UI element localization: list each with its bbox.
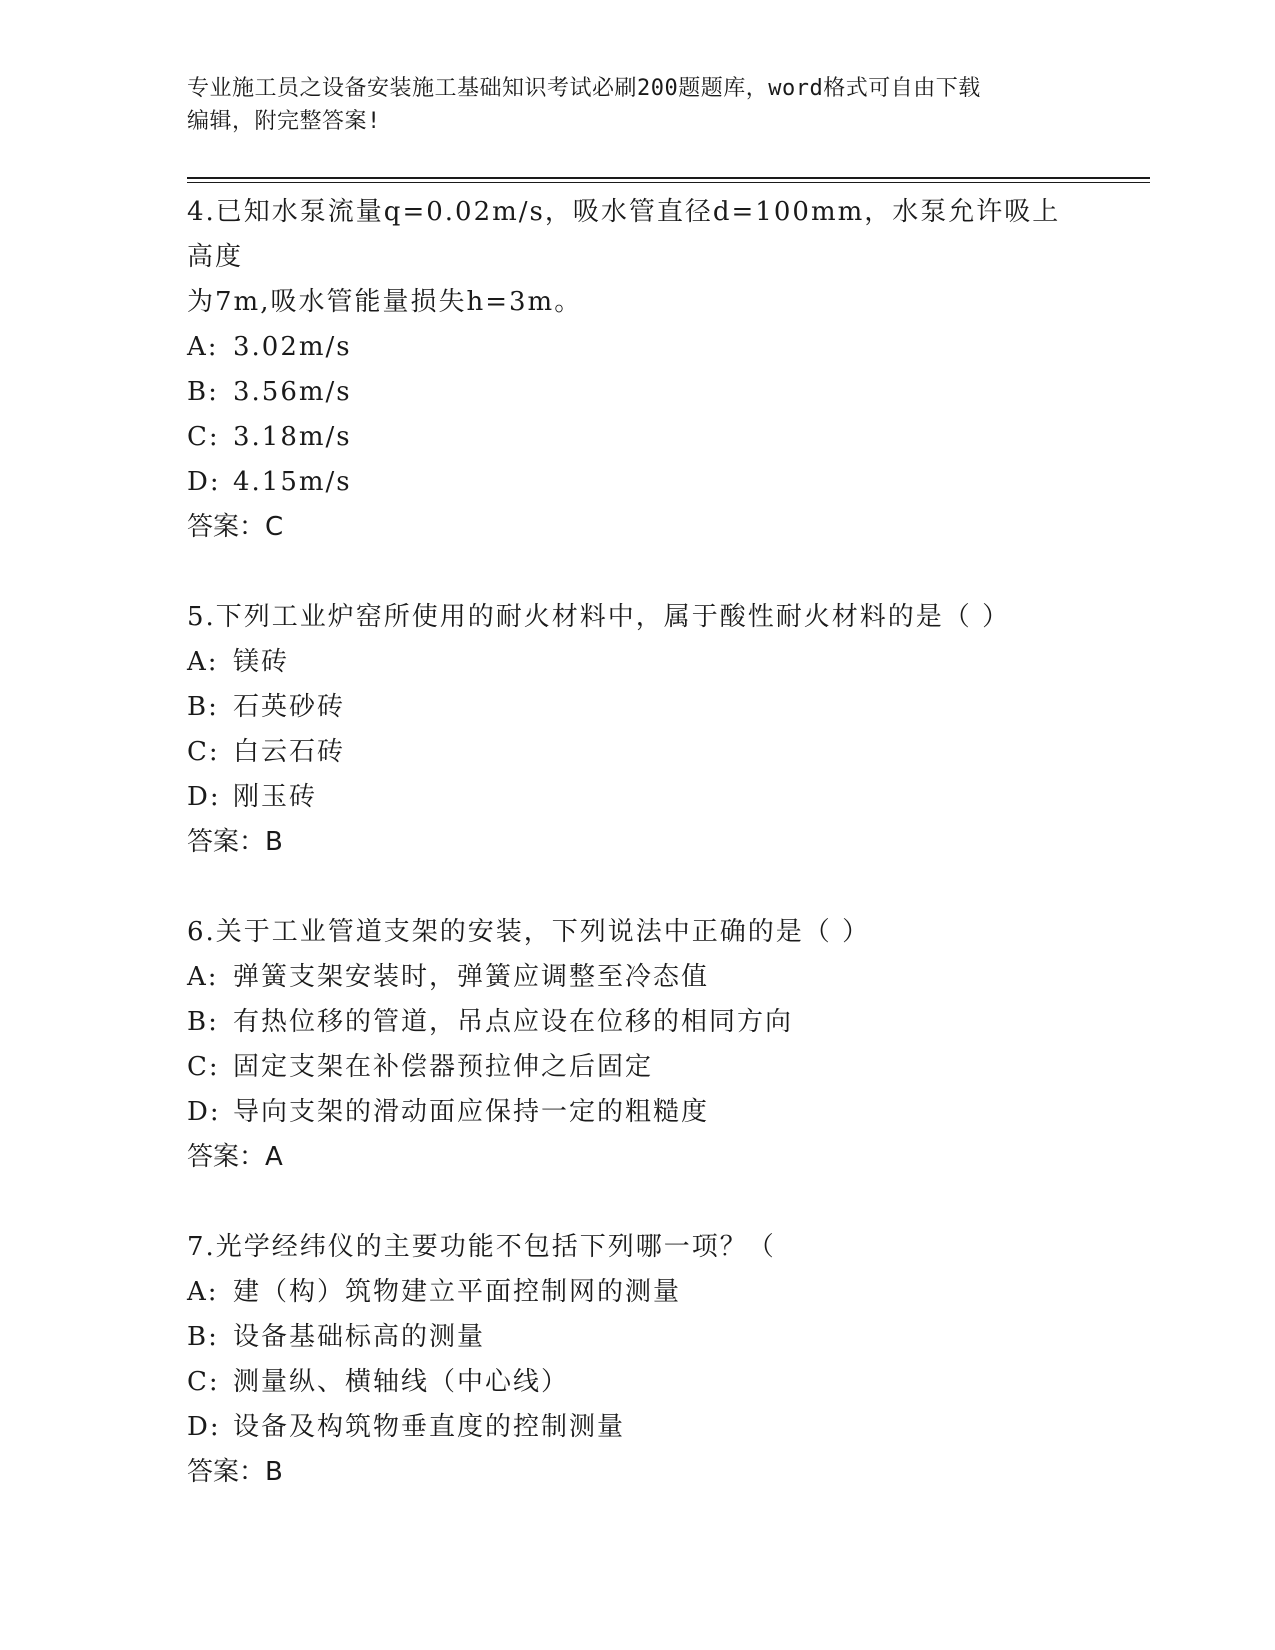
option-text: 测量纵、横轴线（中心线）	[233, 1367, 570, 1397]
option-letter: A:	[187, 647, 219, 677]
option-letter: B:	[187, 692, 219, 722]
option-text: 石英砂砖	[233, 692, 346, 722]
option-a	[187, 955, 1087, 1000]
option-text: 3.18m/s	[233, 422, 352, 452]
option-letter: D:	[187, 1412, 221, 1442]
question-4	[187, 190, 1087, 550]
option-c	[187, 1045, 1087, 1090]
option-letter: A:	[187, 1277, 219, 1307]
option-letter: C:	[187, 737, 220, 767]
header-divider-thick	[187, 177, 1150, 179]
question-list	[187, 190, 1087, 1540]
answer-label: 答案：B	[187, 827, 283, 857]
option-letter: B:	[187, 1322, 219, 1352]
answer-label: 答案：A	[187, 1142, 283, 1172]
question-stem: 7.光学经纬仪的主要功能不包括下列哪一项？（	[187, 1232, 776, 1262]
option-a	[187, 1270, 1087, 1315]
option-b	[187, 1315, 1087, 1360]
option-text: 固定支架在补偿器预拉伸之后固定	[233, 1052, 654, 1082]
option-text: 3.02m/s	[233, 332, 352, 362]
option-text: 3.56m/s	[233, 377, 352, 407]
header-divider-thin	[187, 182, 1150, 183]
option-letter: D:	[187, 467, 221, 497]
option-text: 弹簧支架安装时，弹簧应调整至冷态值	[233, 962, 710, 992]
option-text: 设备及构筑物垂直度的控制测量	[233, 1412, 626, 1442]
option-text: 镁砖	[233, 647, 290, 677]
option-letter: B:	[187, 377, 219, 407]
option-text: 有热位移的管道，吊点应设在位移的相同方向	[233, 1007, 794, 1037]
option-a	[187, 325, 1087, 370]
question-stem: 6.关于工业管道支架的安装，下列说法中正确的是（ ）	[187, 917, 871, 947]
option-a	[187, 640, 1087, 685]
option-b	[187, 370, 1087, 415]
option-letter: C:	[187, 1052, 220, 1082]
question-stem: 5.下列工业炉窑所使用的耐火材料中，属于酸性耐火材料的是（ ）	[187, 602, 1011, 632]
answer-label: 答案：B	[187, 1457, 283, 1487]
option-b	[187, 685, 1087, 730]
question-5	[187, 595, 1087, 865]
option-c	[187, 415, 1087, 460]
document-header	[187, 72, 1067, 138]
question-7	[187, 1225, 1087, 1495]
header-line-2: 编辑，附完整答案!	[187, 109, 381, 134]
option-text: 白云石砖	[233, 737, 346, 767]
option-letter: C:	[187, 422, 220, 452]
header-line-1: 专业施工员之设备安装施工基础知识考试必刷200题题库，word格式可自由下载	[187, 76, 981, 101]
option-letter: D:	[187, 782, 221, 812]
question-stem: 4.已知水泵流量q=0.02m/s，吸水管直径d=100mm，水泵允许吸上高度	[187, 197, 1061, 272]
option-letter: A:	[187, 962, 219, 992]
option-c	[187, 1360, 1087, 1405]
option-text: 4.15m/s	[233, 467, 352, 497]
option-letter: B:	[187, 1007, 219, 1037]
option-text: 刚玉砖	[233, 782, 318, 812]
option-d	[187, 775, 1087, 820]
option-text: 导向支架的滑动面应保持一定的粗糙度	[233, 1097, 710, 1127]
question-6	[187, 910, 1087, 1180]
answer-label: 答案：C	[187, 512, 284, 542]
option-letter: A:	[187, 332, 219, 362]
option-text: 设备基础标高的测量	[233, 1322, 486, 1352]
option-d	[187, 1405, 1087, 1450]
option-letter: C:	[187, 1367, 220, 1397]
option-d	[187, 1090, 1087, 1135]
option-b	[187, 1000, 1087, 1045]
option-c	[187, 730, 1087, 775]
option-text: 建（构）筑物建立平面控制网的测量	[233, 1277, 682, 1307]
option-d	[187, 460, 1087, 505]
question-stem-continued: 为7m,吸水管能量损失h=3m。	[187, 287, 583, 317]
option-letter: D:	[187, 1097, 221, 1127]
